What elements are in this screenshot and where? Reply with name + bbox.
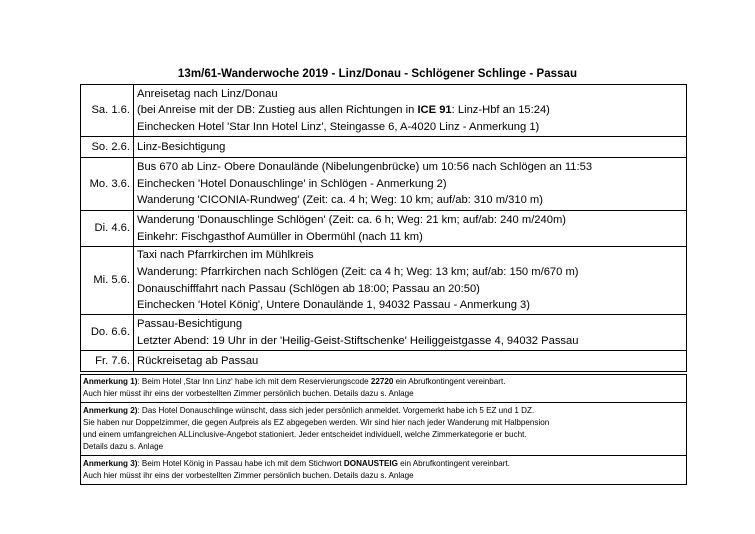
- table-row: [81, 137, 687, 158]
- note-line: Auch hier müsst ihr eins der vorbestellten Zimmer persönlich buchen. Details dazu s. Anlage: [83, 389, 414, 398]
- description-line: Taxi nach Pfarrkirchen im Mühlkreis: [137, 249, 314, 262]
- table-row: [81, 247, 687, 315]
- table-row: [81, 315, 687, 351]
- note-row: [81, 456, 687, 485]
- table-row: [81, 351, 687, 372]
- description-line: Wanderung 'CICONIA-Rundweg' (Zeit: ca. 4 h; Weg: 10 km; auf/ab: 310 m/310 m): [137, 194, 543, 207]
- description-cell: [134, 247, 687, 315]
- day-cell: So. 2.6.: [81, 137, 134, 158]
- table-row: [81, 158, 687, 211]
- description-line: Rückreisetag ab Passau: [137, 354, 259, 367]
- note-label: Anmerkung 3): [83, 458, 138, 468]
- table-row: [81, 85, 687, 137]
- note-label: Anmerkung 1): [83, 377, 138, 386]
- description-cell: [134, 351, 687, 372]
- note-line: und einem umfangreichen ALLinclusive-Angebot stationiert. Jeder entscheidet individuell, welche Zimmerkategorie er bucht.: [83, 429, 527, 439]
- description-line: Einkehr: Fischgasthof Aumüller in Obermühl (nach 11 km): [137, 230, 423, 243]
- description-line: Anreisetag nach Linz/Donau: [137, 87, 278, 100]
- day-cell: Mi. 5.6.: [81, 247, 134, 315]
- note-cell: Anmerkung 3): Beim Hotel König in Passau habe ich mit dem Stichwort DONAUSTEIG ein Abrufkontingent vereinbart. Auch hier müsst ihr eins der vorbestellten Zimmer persönlich buchen. Details dazu s. Anlage: [81, 456, 687, 485]
- table-row: [81, 211, 687, 247]
- day-cell: Sa. 1.6.: [81, 85, 134, 137]
- description-line: Bus 670 ab Linz- Obere Donaulände (Nibelungenbrücke) um 10:56 nach Schlögen an 11:53: [137, 161, 593, 174]
- description-cell: [134, 315, 687, 351]
- description-line: Linz-Besichtigung: [137, 140, 226, 153]
- note-line: Auch hier müsst ihr eins der vorbestellten Zimmer persönlich buchen. Details dazu s. Anlage: [83, 470, 414, 480]
- day-cell: Fr. 7.6.: [81, 351, 134, 372]
- description-line: (bei Anreise mit der DB: Zustieg aus allen Richtungen in ICE 91: Linz-Hbf an 15:24): [137, 104, 550, 117]
- description-line: Passau-Besichtigung: [137, 317, 243, 330]
- description-line: Letzter Abend: 19 Uhr in der 'Heilig-Geist-Stiftschenke' Heiliggeistgasse 4, 94032 Passau: [137, 334, 579, 347]
- document-title: 13m/61-Wanderwoche 2019 - Linz/Donau - Schlögener Schlinge - Passau: [177, 68, 578, 80]
- note-line: Sie haben nur Doppelzimmer, die gegen Aufpreis als EZ abgegeben werden. Wir sind hier nach jeder Wanderung mit Halbpension: [83, 417, 550, 427]
- train-number: ICE 91: [417, 104, 452, 117]
- note-cell: Anmerkung 2): Das Hotel Donauschlinge wünscht, dass sich jeder persönlich anmeldet. Vorgemerkt habe ich 5 EZ und 1 DZ. Sie haben nur Doppelzimmer, die gegen Aufpreis als EZ abgegeben werden. Wir sind hier nach jeder Wanderung mit Halbpension und einem umfangreichen ALLinclusive-Angebot stationiert. Jeder entscheidet individuell, welche Zimmerkategorie er bucht. Details dazu s. Anlage: [81, 403, 687, 456]
- description-line: Einchecken 'Hotel König', Untere Donaulände 1, 94032 Passau - Anmerkung 3): [137, 299, 530, 312]
- description-cell: [134, 137, 687, 158]
- schedule-table: [80, 84, 687, 372]
- description-cell: [134, 85, 687, 137]
- note-cell: Anmerkung 1): Beim Hotel ‚Star Inn Linz‘ habe ich mit dem Reservierungscode 22720 ein Abrufkontingent vereinbart. Auch hier müsst ihr eins der vorbestellten Zimmer persönlich buchen. Details dazu s. Anlage: [81, 375, 687, 403]
- description-line: Wanderung 'Donauschlinge Schlögen' (Zeit: ca. 6 h; Weg: 21 km; auf/ab: 240 m/240m): [137, 213, 567, 226]
- description-line: Donauschifffahrt nach Passau (Schlögen ab 18:00; Passau an 20:50): [137, 282, 480, 295]
- description-line: Wanderung: Pfarrkirchen nach Schlögen (Zeit: ca 4 h; Weg: 13 km; auf/ab: 150 m/670 m): [137, 265, 579, 278]
- day-cell: Di. 4.6.: [81, 211, 134, 247]
- day-cell: Do. 6.6.: [81, 315, 134, 351]
- reservation-code: 22720: [370, 377, 394, 386]
- note-row: [81, 403, 687, 456]
- description-cell: [134, 211, 687, 247]
- description-cell: [134, 158, 687, 211]
- day-cell: Mo. 3.6.: [81, 158, 134, 211]
- note-row: [81, 375, 687, 403]
- description-line: Einchecken 'Hotel Donauschlinge' in Schlögen - Anmerkung 2): [137, 177, 447, 190]
- notes-table: [80, 374, 687, 485]
- reservation-keyword: DONAUSTEIG: [343, 458, 398, 468]
- note-label: Anmerkung 2): [83, 405, 138, 415]
- description-line: Einchecken Hotel 'Star Inn Hotel Linz', Steingasse 6, A-4020 Linz - Anmerkung 1): [137, 120, 540, 133]
- note-line: Details dazu s. Anlage: [83, 441, 164, 451]
